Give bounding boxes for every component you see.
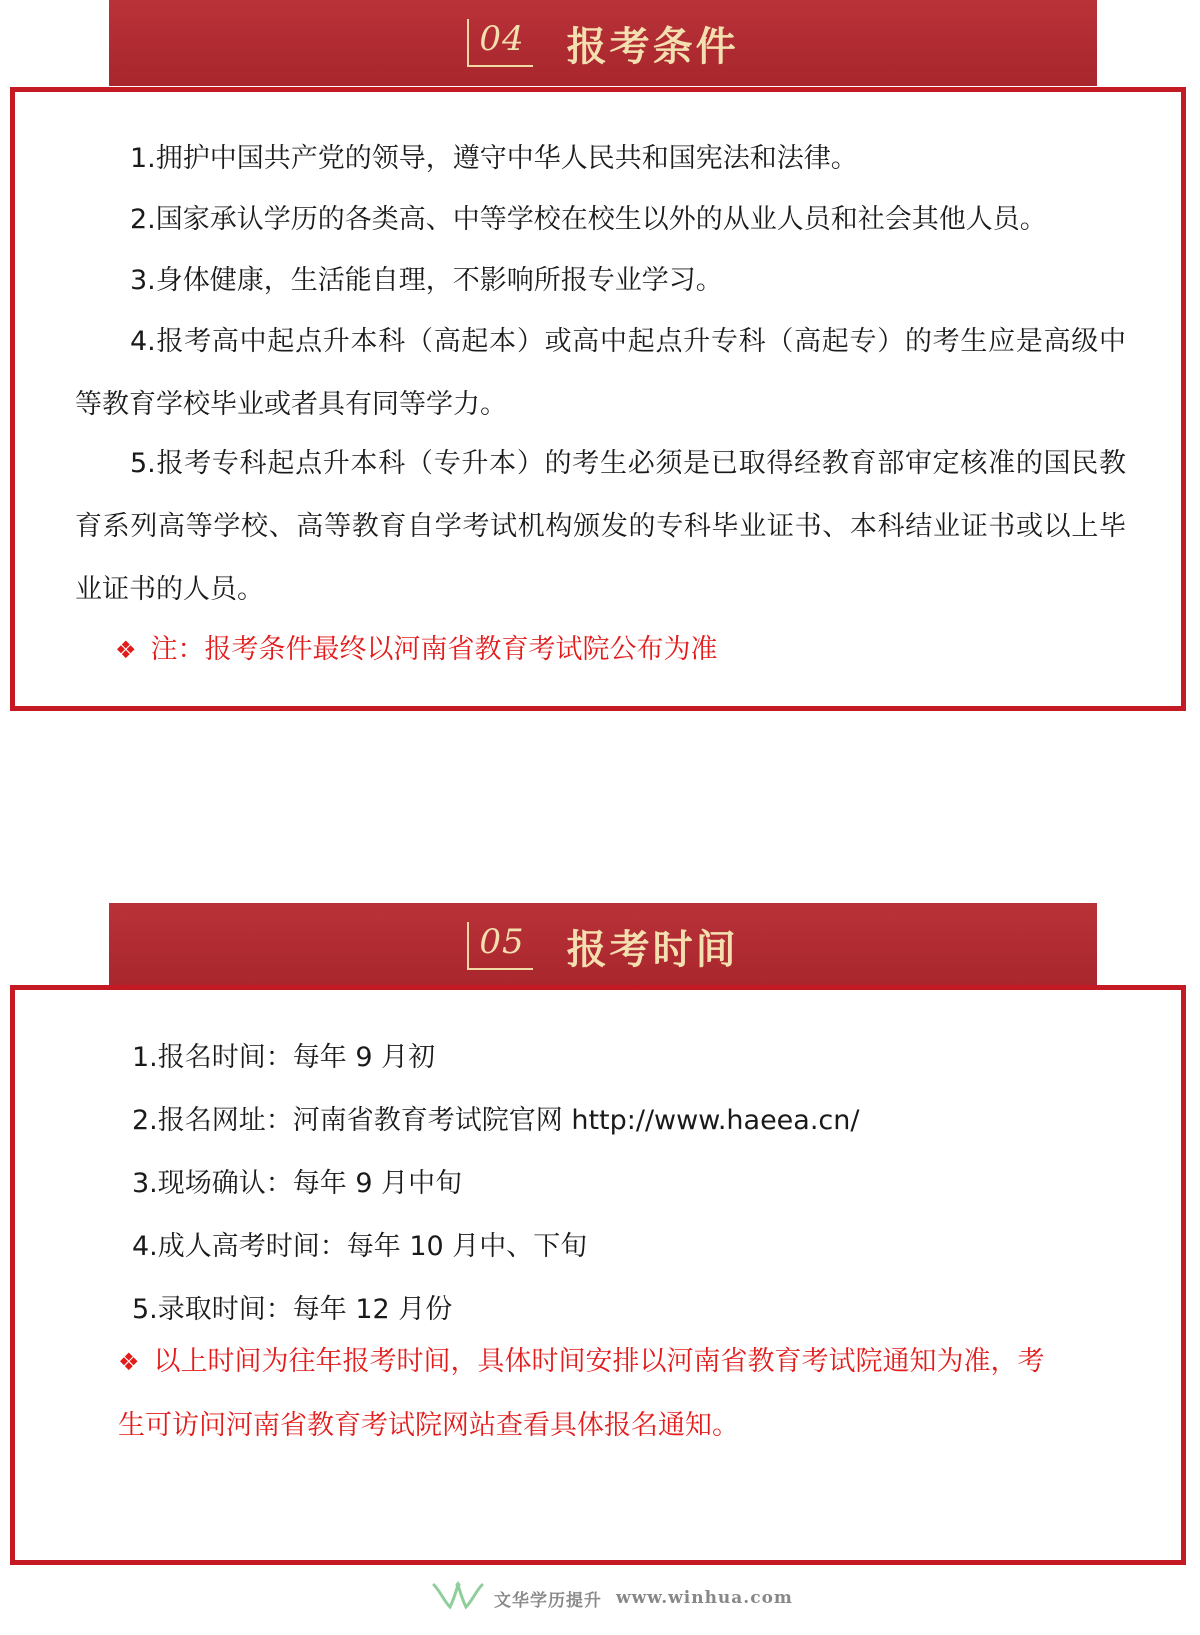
condition-item-4: 4.报考高中起点升本科（高起本）或高中起点升专科（高起专）的考生应是高级中等教育学校毕业或者具有同等学力。	[75, 326, 1126, 420]
section5-banner	[109, 903, 1097, 989]
time-item-4: 4.成人高考时间：每年 10 月中、下旬	[132, 1231, 588, 1262]
section5-number-frame	[467, 922, 532, 970]
footer-watermark	[430, 1578, 793, 1618]
section5-number: 05	[479, 922, 525, 962]
brand-logo-icon	[430, 1581, 486, 1615]
condition-item-2: 2.国家承认学历的各类高、中等学校在校生以外的从业人员和社会其他人员。	[130, 204, 1047, 235]
section4-note: ❖ 注：报考条件最终以河南省教育考试院公布为准	[115, 634, 718, 665]
section4-banner	[109, 0, 1097, 86]
section5-note: ❖ 以上时间为往年报考时间，具体时间安排以河南省教育考试院通知为准，考生可访问河南省教育考试院网站查看具体报名通知。	[118, 1346, 1045, 1441]
section4-title: 报考条件	[566, 22, 739, 70]
section4-number-frame	[467, 19, 532, 67]
condition-item-5: 5.报考专科起点升本科（专升本）的考生必须是已取得经教育部审定核准的国民教育系列高等学校、高等教育自学考试机构颁发的专科毕业证书、本科结业证书或以上毕业证书的人员。	[75, 448, 1126, 605]
time-item-5: 5.录取时间：每年 12 月份	[132, 1294, 453, 1325]
time-item-3: 3.现场确认：每年 9 月中旬	[132, 1168, 463, 1199]
condition-item-1: 1.拥护中国共产党的领导，遵守中华人民共和国宪法和法律。	[130, 143, 858, 174]
diamond-bullet-icon: ❖	[115, 636, 137, 664]
section5-title: 报考时间	[566, 925, 739, 973]
condition-item-3: 3.身体健康，生活能自理，不影响所报专业学习。	[130, 265, 723, 296]
footer-brand: 文华学历提升	[494, 1590, 602, 1611]
footer-url: www.winhua.com	[616, 1588, 793, 1608]
diamond-bullet-icon: ❖	[118, 1348, 140, 1376]
section4-number: 04	[479, 19, 525, 59]
section4-box	[10, 87, 1186, 711]
section5-box	[10, 985, 1186, 1565]
time-item-1: 1.报名时间：每年 9 月初	[132, 1042, 436, 1073]
time-item-2: 2.报名网址：河南省教育考试院官网 http://www.haeea.cn/	[132, 1105, 860, 1136]
